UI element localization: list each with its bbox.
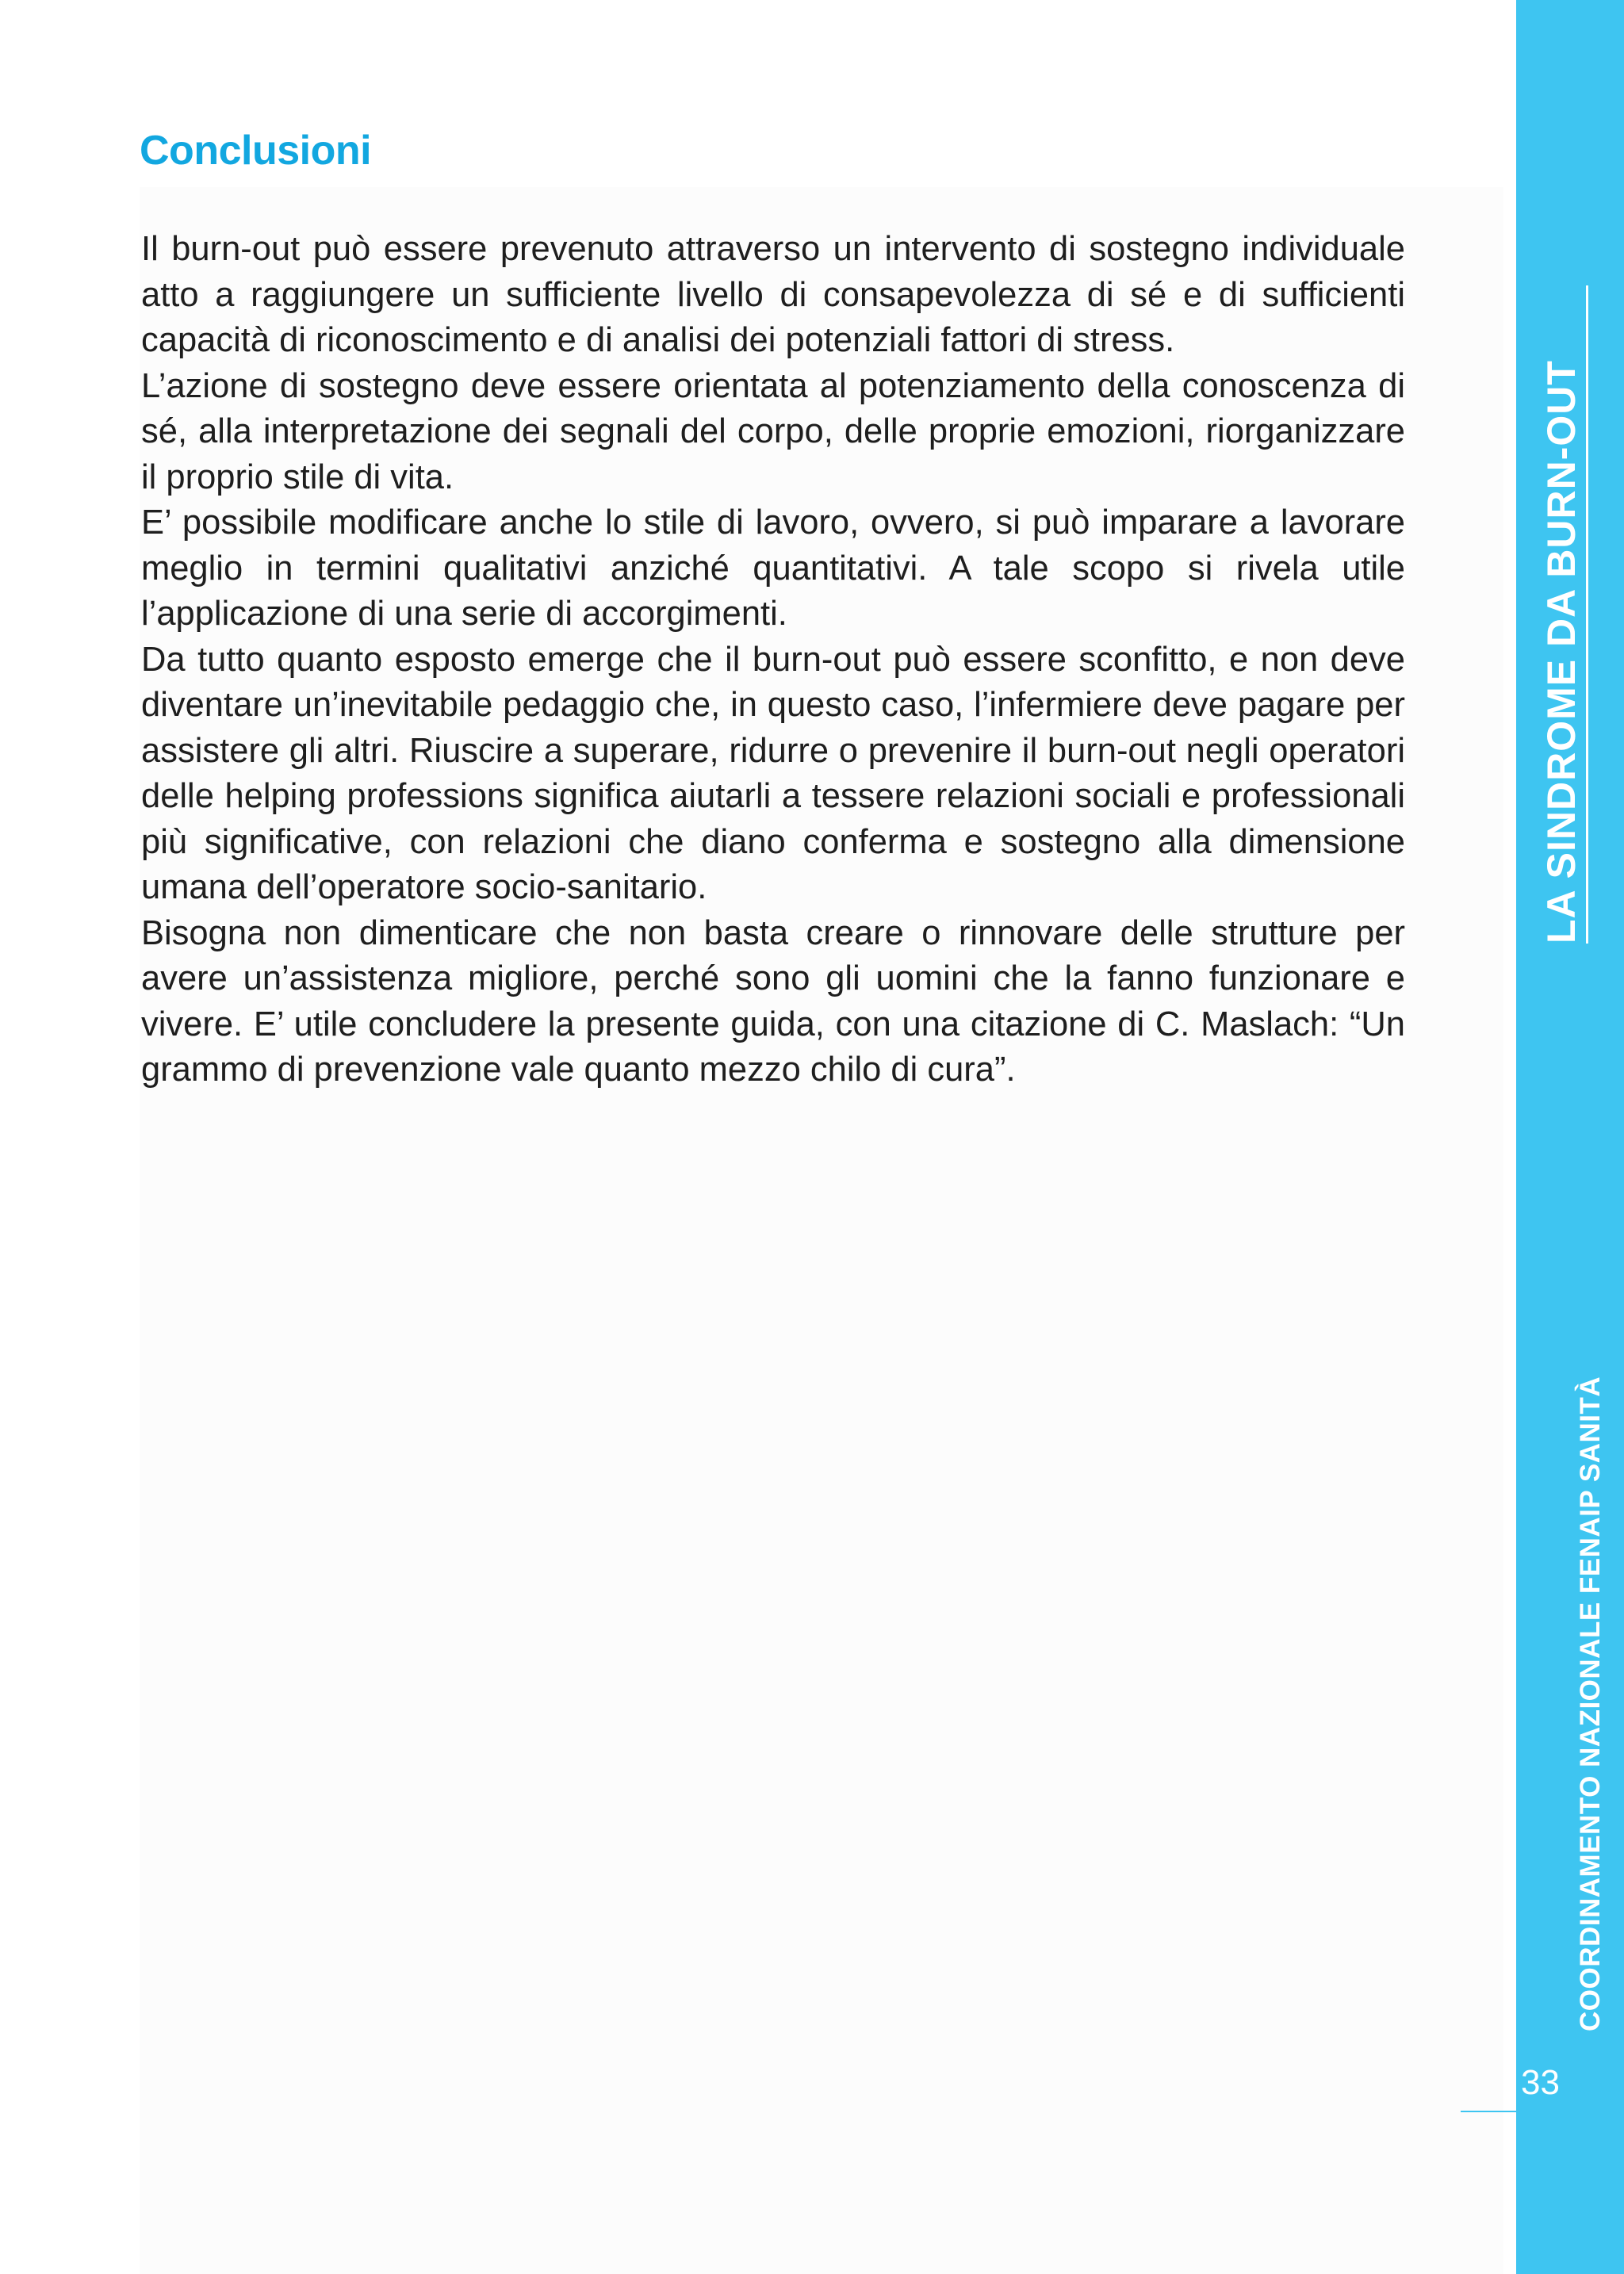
running-section-title: LA SINDROME DA BURN-OUT [1539, 360, 1584, 944]
organization-name: COORDINAMENTO NAZIONALE FENAIP SANITÀ [1575, 1376, 1606, 2031]
section-title-rule [1586, 285, 1588, 944]
paragraph: Il burn-out può essere prevenuto attraverso un intervento di sostegno individuale atto a raggiungere un sufficiente livello di consapevolezza di sé e di sufficienti capacità di riconoscimento e di analisi dei potenziali fattori di stress. [141, 230, 1405, 359]
page-number: 33 [1521, 2063, 1560, 2102]
body-text [141, 227, 1405, 1093]
side-band [1516, 0, 1624, 2274]
section-heading: Conclusioni [140, 128, 372, 174]
paragraph: Bisogna non dimenticare che non basta creare o rinnovare delle strutture per avere un’assistenza migliore, perché sono gli uomini che la fanno funzionare e vivere. E’ utile concludere la presente guida, con una citazione di C. Maslach: “Un grammo di prevenzione vale quanto mezzo chilo di cura”. [141, 913, 1405, 1089]
paragraph: Da tutto quanto esposto emerge che il burn-out può essere sconfitto, e non deve diventare un’inevitabile pedaggio che, in questo caso, l’infermiere deve pagare per assistere gli altri. Riuscire a superare, ridurre o prevenire il burn-out negli operatori delle helping professions significa aiutarli a tessere relazioni sociali e professionali più significative, con relazioni che diano conferma e sostegno alla dimensione umana dell’operatore socio-sanitario. [141, 640, 1405, 906]
page-number-rule [1461, 2111, 1567, 2112]
paragraph: E’ possibile modificare anche lo stile di lavoro, ovvero, si può imparare a lavorare meglio in termini qualitativi anziché quantitativi. A tale scopo si rivela utile l’applicazione di una serie di accorgimenti. [141, 503, 1405, 633]
paragraph: L’azione di sostegno deve essere orientata al potenziamento della conoscenza di sé, alla interpretazione dei segnali del corpo, delle proprie emozioni, riorganizzare il proprio stile di vita. [141, 366, 1405, 496]
